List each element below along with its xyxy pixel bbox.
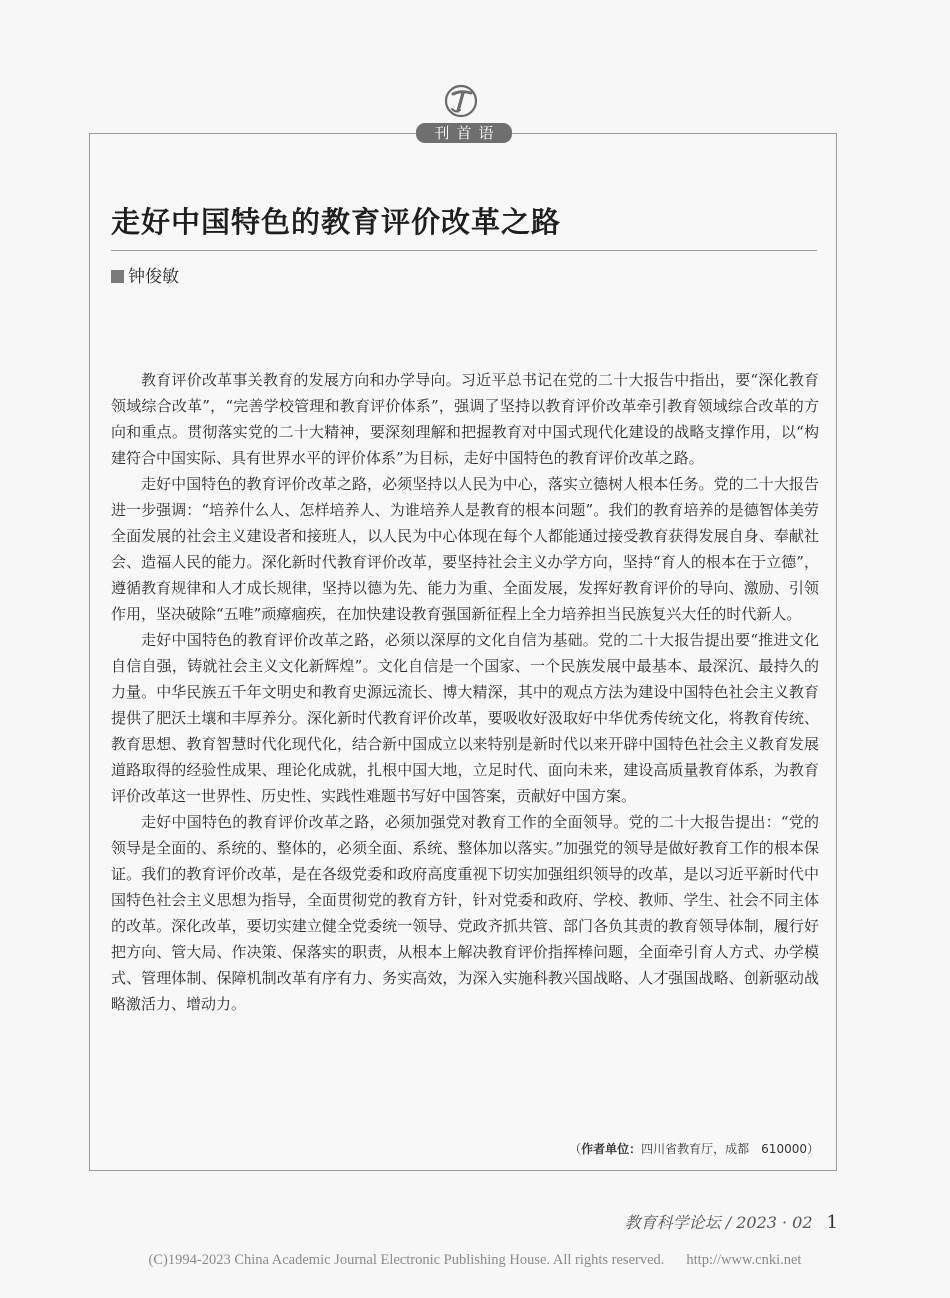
author-name: 钟俊敏 — [128, 267, 179, 287]
column-tag: 刊首语 — [416, 123, 512, 143]
paragraph-1: 教育评价改革事关教育的发展方向和办学导向。习近平总书记在党的二十大报告中指出，要“深化教育领域综合改革”，“完善学校管理和教育评价体系”，强调了坚持以教育评价改革牵引教育领域综合改革的方向和重点。贯彻落实党的二十大精神，要深刻理解和把握教育对中国式现代化建设的战略支撑作用，以“构建符合中国实际、具有世界水平的评价体系”为目标，走好中国特色的教育评价改革之路。 — [111, 371, 819, 467]
paragraph-4: 走好中国特色的教育评价改革之路，必须加强党对教育工作的全面领导。党的二十大报告提出：“党的领导是全面的、系统的、整体的，必须全面、系统、整体加以落实。”加强党的领导是做好教育工作的根本保证。我们的教育评价改革，是在各级党委和政府高度重视下切实加强组织领导的改革，是以习近平新时代中国特色社会主义思想为指导，全面贯彻党的教育方针，针对党委和政府、学校、教师、学生、社会不同主体的改革。深化改革，要切实建立健全党委统一领导、党政齐抓共管、部门各负其责的教育领导体制，履行好把方向、管大局、作决策、保落实的职责，从根本上解决教育评价指挥棒问题，全面牵引育人方式、办学模式、管理体制、保障机制改革有序有力、务实高效，为深入实施科教兴国战略、人才强国战略、创新驱动战略激活力、增动力。 — [111, 813, 819, 1013]
copyright-line — [0, 1252, 950, 1269]
author-affiliation — [569, 1140, 819, 1157]
paragraph-3: 走好中国特色的教育评价改革之路，必须以深厚的文化自信为基础。党的二十大报告提出要“推进文化自信自强，铸就社会主义文化新辉煌”。文化自信是一个国家、一个民族发展中最基本、最深沉、最持久的力量。中华民族五千年文明史和教育史源远流长、博大精深，其中的观点方法为建设中国特色社会主义教育提供了肥沃土壤和丰厚养分。深化新时代教育评价改革，要吸收好汲取好中华优秀传统文化，将教育传统、教育思想、教育智慧时代化现代化，结合新中国成立以来特别是新时代以来开辟中国特色社会主义教育发展道路取得的经验性成果、理论化成就，扎根中国大地，立足时代、面向未来，建设高质量教育体系，为教育评价改革这一世界性、历史性、实践性难题书写好中国答案，贡献好中国方案。 — [111, 631, 819, 805]
affiliation-text: 四川省教育厅，成都 610000 — [641, 1142, 807, 1156]
page-number: 1 — [826, 1212, 838, 1233]
article-title: 走好中国特色的教育评价改革之路 — [111, 205, 562, 239]
affiliation-label: 作者单位： — [581, 1142, 642, 1156]
author-line — [111, 262, 179, 287]
affiliation-open: （ — [569, 1142, 582, 1156]
journal-t-logo-icon — [444, 84, 478, 118]
cnki-link[interactable]: http://www.cnki.net — [686, 1252, 802, 1268]
paragraph-2: 走好中国特色的教育评价改革之路，必须坚持以人民为中心，落实立德树人根本任务。党的二十大报告进一步强调：“培养什么人、怎样培养人、为谁培养人是教育的根本问题”。我们的教育培养的是德智体美劳全面发展的社会主义建设者和接班人，以人民为中心体现在每个人都能通过接受教育获得发展自身、奉献社会、造福人民的能力。深化新时代教育评价改革，要坚持社会主义办学方向，坚持“育人的根本在于立德”，遵循教育规律和人才成长规律，坚持以德为先、能力为重、全面发展，发挥好教育评价的导向、激励、引领作用，坚决破除“五唯”顽瘴痼疾，在加快建设教育强国新征程上全力培养担当民族复兴大任的时代新人。 — [111, 475, 819, 623]
journal-footer — [625, 1210, 838, 1233]
copyright-text: (C)1994-2023 China Academic Journal Electronic Publishing House. All rights reserved. — [148, 1252, 665, 1268]
article-body — [111, 367, 819, 1017]
affiliation-close: ） — [806, 1142, 819, 1156]
journal-issue: 教育科学论坛 / 2023 · 02 — [624, 1213, 813, 1232]
title-divider — [111, 250, 817, 251]
author-square-icon — [111, 270, 124, 283]
